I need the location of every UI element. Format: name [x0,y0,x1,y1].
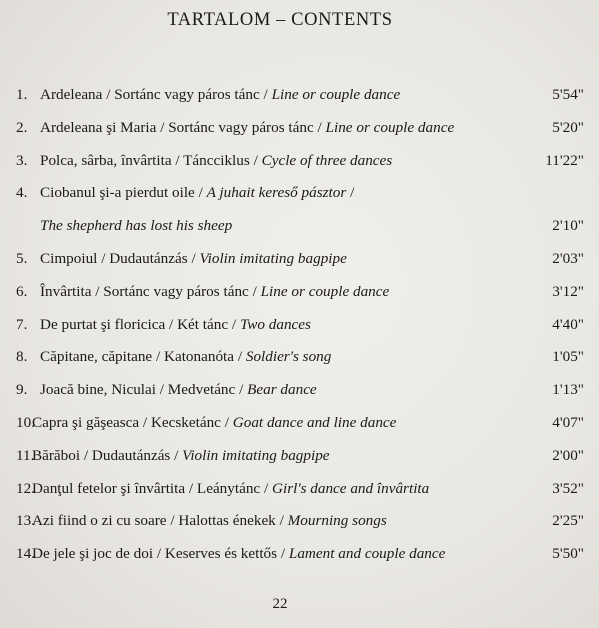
track-title: Învârtita / Sortánc vagy páros tánc / Line or couple dance [40,282,390,300]
track-number: 6. [16,282,28,300]
track-number: 9. [16,381,28,399]
track-title: Joacă bine, Niculai / Medvetánc / Bear dance [40,381,317,399]
track-title: Căpitane, căpitane / Katonanóta / Soldier's song [40,348,332,366]
track-title: Capra şi găşeasca / Kecsketánc / Goat dance and line dance [32,413,397,431]
track-number: 5. [16,249,28,267]
track-number: 2. [16,118,28,136]
track-duration: 3'52" [552,479,584,497]
track-number: 14. [16,545,35,563]
track-duration: 11'22" [545,151,584,169]
track-title: Azi fiind o zi cu soare / Halottas énekek / Mourning songs [32,512,387,530]
track-title: De purtat şi floricica / Két tánc / Two dances [40,315,311,333]
track-title-english: The shepherd has lost his sheep [40,217,233,235]
track-title: Polca, sârba, învârtita / Táncciklus / Cycle of three dances [40,151,393,169]
track-number: 12. [16,479,35,497]
track-8 [0,342,599,375]
track-5 [0,244,599,277]
track-number: 4. [16,184,28,202]
track-duration: 5'20" [552,118,584,136]
track-number: 10. [16,413,35,431]
track-11 [0,441,599,474]
track-10 [0,408,599,441]
track-duration: 1'13" [552,381,584,399]
track-6 [0,277,599,310]
track-4 [0,178,599,211]
track-duration: 3'12" [552,282,584,300]
track-duration: 2'00" [552,446,584,464]
track-title: Cimpoiul / Dudautánzás / Violin imitating bagpipe [40,249,347,267]
track-3 [0,146,599,179]
track-number: 11. [16,446,35,464]
track-number: 8. [16,348,28,366]
track-2 [0,113,599,146]
track-duration: 1'05" [552,348,584,366]
track-9 [0,375,599,408]
contents-list [0,80,599,572]
track-title: Ardeleana / Sortánc vagy páros tánc / Line or couple dance [40,86,401,103]
track-12 [0,474,599,507]
track-duration: 5'54" [552,86,584,103]
track-duration: 4'40" [552,315,584,333]
track-title: De jele şi joc de doi / Keserves és kettős / Lament and couple dance [32,545,446,563]
track-number: 3. [16,151,28,169]
page-number: 22 [272,596,288,612]
track-number: 13. [16,512,35,530]
track-title: Bărăboi / Dudautánzás / Violin imitating bagpipe [32,446,330,464]
track-title: Ardeleana şi Maria / Sortánc vagy páros tánc / Line or couple dance [40,118,455,136]
track-number: 1. [16,86,28,103]
track-title: Danţul fetelor şi învârtita / Leánytánc / Girl's dance and învârtita [32,479,430,497]
page-title: TARTALOM – CONTENTS [167,10,393,30]
track-7 [0,310,599,343]
track-title: Ciobanul şi-a pierdut oile / A juhait kereső pásztor / [40,184,355,202]
track-4-continued [0,211,599,244]
track-duration: 2'10" [552,217,584,235]
track-1 [0,80,599,113]
track-14 [0,539,599,572]
track-duration: 2'25" [552,512,584,530]
track-duration: 5'50" [552,545,584,563]
track-duration: 2'03" [552,249,584,267]
track-number: 7. [16,315,28,333]
track-13 [0,506,599,539]
track-duration: 4'07" [552,413,584,431]
